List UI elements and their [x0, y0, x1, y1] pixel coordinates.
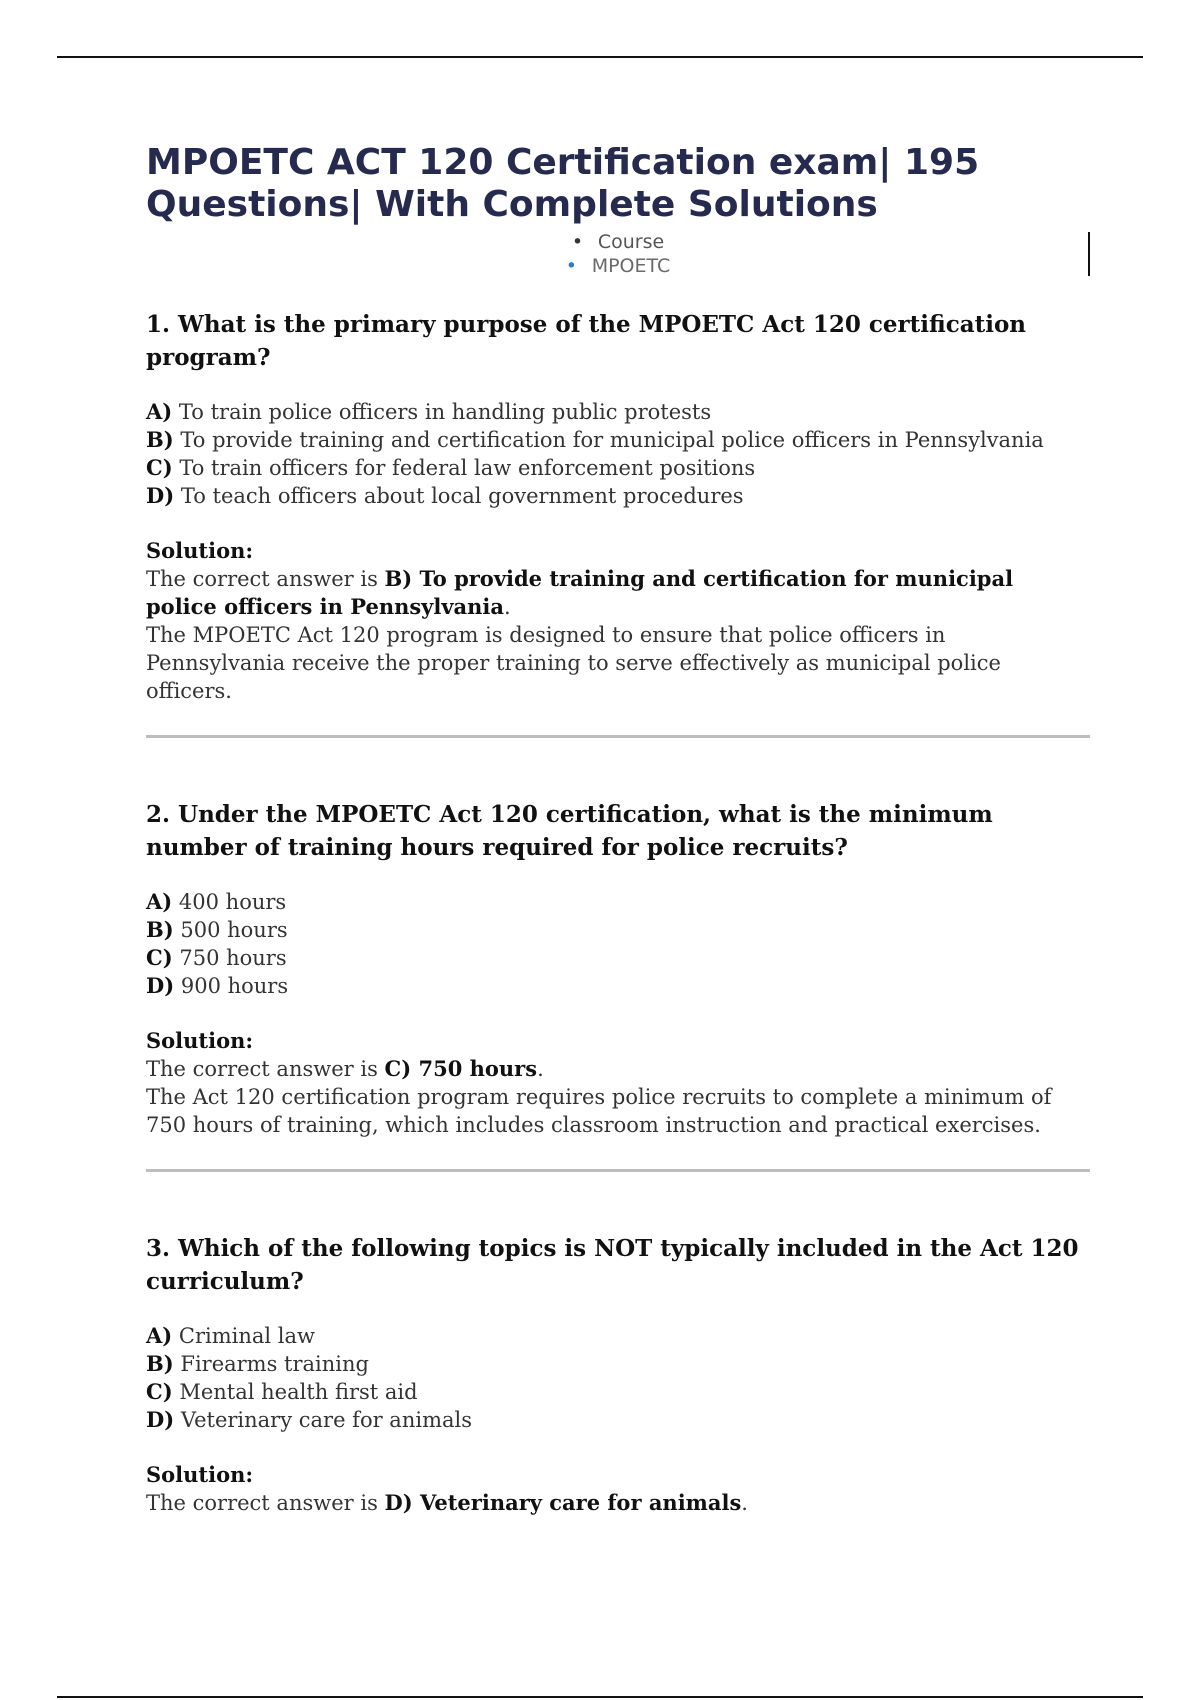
meta-item-category[interactable] [146, 254, 1090, 278]
question-title: 3. Which of the following topics is NOT typically included in the Act 120 curriculum? [146, 1235, 1079, 1295]
option-a: A) 400 hours [146, 889, 287, 914]
options-list [146, 888, 1090, 1000]
question-title: 1. What is the primary purpose of the MPOETC Act 120 certification program? [146, 311, 1027, 371]
question-3 [146, 1232, 1090, 1517]
options-list [146, 1322, 1090, 1434]
question-2 [146, 798, 1090, 1172]
solution-explanation: The Act 120 certification program requires police recruits to complete a minimum of 750 hours of training, which includes classroom instruction and practical exercises. [146, 1085, 1052, 1137]
meta-item-label: MPOETC [591, 255, 671, 277]
question-title: 2. Under the MPOETC Act 120 certification, what is the minimum number of training hours required for police recruits? [146, 801, 993, 861]
option-b: B) To provide training and certification for municipal police officers in Pennsylvania [146, 427, 1044, 452]
option-d: D) 900 hours [146, 973, 289, 998]
option-b: B) 500 hours [146, 917, 288, 942]
solution-explanation: The MPOETC Act 120 program is designed to ensure that police officers in Pennsylvania receive the proper training to serve effectively as municipal police officers. [146, 623, 1001, 703]
bullet-icon: • [565, 255, 577, 277]
top-rule [57, 56, 1143, 58]
solution-answer: The correct answer is B) To provide training and certification for municipal police officers in Pennsylvania. [146, 566, 1014, 619]
meta-list [146, 230, 1090, 278]
text-cursor-bar [1088, 232, 1090, 276]
option-c: C) To train officers for federal law enforcement positions [146, 455, 756, 480]
document-body [146, 142, 1090, 1517]
option-b: B) Firearms training [146, 1351, 369, 1376]
solution-label: Solution: [146, 538, 254, 563]
option-d: D) Veterinary care for animals [146, 1407, 472, 1432]
solution-label: Solution: [146, 1462, 254, 1487]
option-a: A) To train police officers in handling public protests [146, 399, 712, 424]
option-d: D) To teach officers about local government procedures [146, 483, 744, 508]
question-1 [146, 308, 1090, 738]
bottom-rule [57, 1696, 1143, 1698]
option-c: C) 750 hours [146, 945, 287, 970]
solution-label: Solution: [146, 1028, 254, 1053]
solution-answer: The correct answer is C) 750 hours. [146, 1056, 544, 1081]
document-title: MPOETC ACT 120 Certification exam| 195 Questions| With Complete Solutions [146, 142, 980, 225]
section-divider [146, 735, 1090, 738]
solution-answer: The correct answer is D) Veterinary care for animals. [146, 1490, 748, 1515]
meta-item-course[interactable] [146, 230, 1090, 254]
option-c: C) Mental health first aid [146, 1379, 418, 1404]
section-divider [146, 1169, 1090, 1172]
option-a: A) Criminal law [146, 1323, 316, 1348]
bullet-icon: • [571, 231, 584, 253]
meta-item-label: Course [597, 231, 665, 253]
options-list [146, 398, 1090, 510]
